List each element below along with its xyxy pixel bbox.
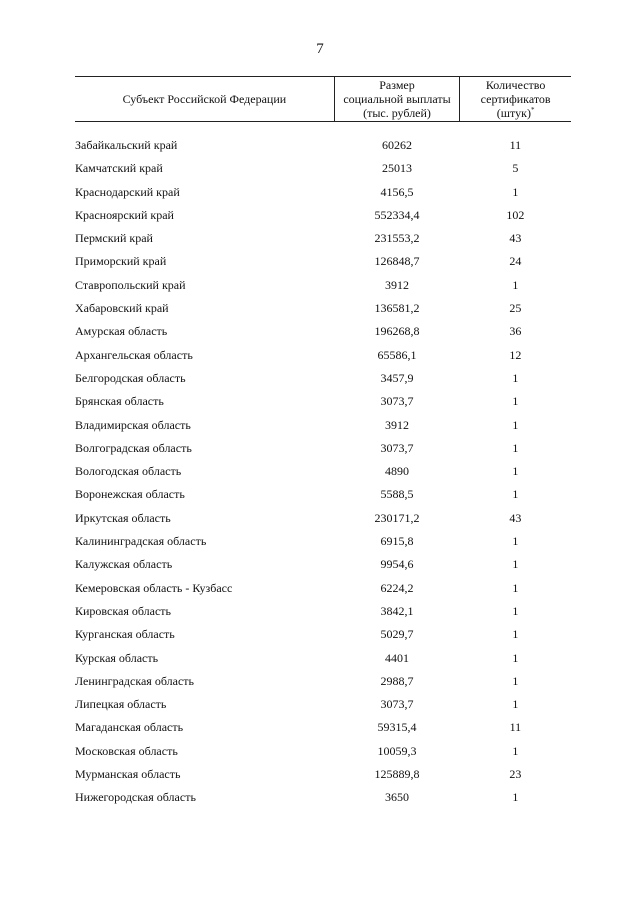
table-row [75, 134, 571, 157]
cell-sum: 231553,2 [374, 231, 420, 246]
cell-subject: Владимирская область [75, 417, 191, 432]
header-count-line-3 [460, 106, 571, 120]
cell-subject: Калужская область [75, 557, 173, 572]
cell-subject: Липецкая область [75, 697, 167, 712]
cell-count: 1 [512, 534, 519, 549]
cell-count: 1 [512, 580, 519, 595]
header-sum-line-2: социальной выплаты [343, 92, 451, 106]
cell-count: 11 [509, 138, 522, 152]
table-row [75, 763, 571, 786]
table-row [75, 390, 571, 413]
cell-sum: 5588,5 [380, 487, 414, 502]
cell-count: 1 [512, 464, 519, 479]
cell-count: 102 [506, 207, 525, 222]
cell-subject: Амурская область [75, 324, 168, 339]
cell-subject: Камчатский край [75, 161, 163, 176]
cell-subject: Хабаровский край [75, 301, 169, 316]
cell-sum: 2988,7 [380, 673, 414, 688]
table-row [75, 250, 571, 273]
cell-count: 1 [512, 603, 519, 618]
table-row [75, 227, 571, 250]
table-row [75, 344, 571, 367]
cell-subject: Нижегородская область [75, 790, 196, 805]
cell-count: 1 [512, 487, 519, 502]
table-header-row [75, 77, 571, 122]
table-row [75, 600, 571, 623]
cell-subject: Кемеровская область - Кузбасс [75, 580, 233, 595]
cell-subject: Краснодарский край [75, 184, 180, 199]
table-row [75, 740, 571, 763]
cell-subject: Белгородская область [75, 370, 186, 385]
header-subject: Субъект Российской Федерации [75, 77, 334, 122]
table-body [75, 122, 571, 810]
cell-subject: Приморский край [75, 254, 167, 269]
cell-count: 1 [512, 557, 519, 572]
table-row [75, 320, 571, 343]
cell-count: 1 [512, 673, 519, 688]
cell-count: 23 [509, 767, 522, 782]
cell-subject: Калининградская область [75, 534, 207, 549]
cell-sum: 4401 [385, 650, 409, 665]
cell-count: 25 [509, 301, 522, 316]
cell-subject: Курская область [75, 650, 159, 665]
header-count-line-2: сертификатов [480, 92, 551, 106]
cell-sum: 3073,7 [380, 394, 414, 409]
cell-sum: 10059,3 [377, 743, 417, 758]
footnote-mark: * [530, 106, 535, 114]
cell-subject: Иркутская область [75, 510, 171, 525]
cell-count: 24 [509, 254, 522, 269]
cell-sum: 9954,6 [380, 557, 414, 572]
cell-sum: 125889,8 [374, 767, 420, 782]
table-row [75, 716, 571, 739]
cell-subject: Ленинградская область [75, 673, 194, 688]
cell-subject: Забайкальский край [75, 138, 178, 152]
cell-sum: 60262 [382, 138, 412, 152]
cell-subject: Московская область [75, 743, 178, 758]
cell-sum: 5029,7 [380, 627, 414, 642]
table-row [75, 367, 571, 390]
table-row [75, 297, 571, 320]
cell-subject: Брянская область [75, 394, 164, 409]
cell-subject: Ставропольский край [75, 277, 186, 292]
table-row [75, 437, 571, 460]
cell-count: 43 [509, 231, 522, 246]
cell-count: 11 [509, 720, 522, 735]
table-row [75, 786, 571, 809]
cell-sum: 3842,1 [380, 603, 414, 618]
cell-sum: 136581,2 [374, 301, 420, 316]
cell-sum: 3912 [385, 417, 409, 432]
header-sum-line-3: (тыс. рублей) [363, 106, 431, 120]
cell-subject: Архангельская область [75, 347, 193, 362]
cell-count: 1 [512, 394, 519, 409]
cell-sum: 552334,4 [374, 207, 420, 222]
cell-sum: 3650 [385, 790, 409, 805]
cell-sum: 59315,4 [377, 720, 417, 735]
cell-sum: 3073,7 [380, 697, 414, 712]
cell-count: 1 [512, 184, 519, 199]
table-spacer [75, 122, 571, 135]
page-number: 7 [316, 41, 324, 57]
table-row [75, 414, 571, 437]
cell-sum: 126848,7 [374, 254, 420, 269]
cell-count: 1 [512, 417, 519, 432]
table-row [75, 623, 571, 646]
table-row [75, 693, 571, 716]
table-row [75, 483, 571, 506]
header-count-line-1: Количество [485, 78, 546, 92]
cell-sum: 3457,9 [380, 370, 414, 385]
table-row [75, 670, 571, 693]
cell-sum: 4156,5 [380, 184, 414, 199]
cell-count: 1 [512, 370, 519, 385]
cell-sum: 3073,7 [380, 440, 414, 455]
cell-subject: Волгоградская область [75, 440, 192, 455]
cell-sum: 6915,8 [380, 534, 414, 549]
cell-count: 1 [512, 627, 519, 642]
cell-count: 12 [509, 347, 522, 362]
header-sum [334, 77, 460, 122]
table-row [75, 460, 571, 483]
cell-count: 5 [512, 161, 519, 176]
table-row [75, 530, 571, 553]
cell-count: 36 [509, 324, 522, 339]
cell-sum: 230171,2 [374, 510, 420, 525]
cell-count: 1 [512, 697, 519, 712]
table-row [75, 577, 571, 600]
table-row [75, 647, 571, 670]
header-count [460, 77, 571, 122]
cell-subject: Курганская область [75, 627, 175, 642]
cell-count: 43 [509, 510, 522, 525]
cell-count: 1 [512, 440, 519, 455]
cell-sum: 4890 [385, 464, 409, 479]
cell-count: 1 [512, 743, 519, 758]
cell-subject: Вологодская область [75, 464, 182, 479]
cell-subject: Магаданская область [75, 720, 184, 735]
cell-sum: 196268,8 [374, 324, 420, 339]
table-row [75, 181, 571, 204]
cell-sum: 25013 [382, 161, 412, 176]
cell-subject: Мурманская область [75, 767, 181, 782]
cell-sum: 3912 [385, 277, 409, 292]
cell-subject: Кировская область [75, 603, 172, 618]
table-row [75, 157, 571, 180]
cell-count: 1 [512, 277, 519, 292]
cell-subject: Воронежская область [75, 487, 185, 502]
cell-count: 1 [512, 650, 519, 665]
table-row [75, 507, 571, 530]
cell-count: 1 [512, 790, 519, 805]
cell-sum: 65586,1 [377, 347, 417, 362]
subsidy-table [75, 76, 571, 810]
cell-subject: Красноярский край [75, 207, 174, 222]
cell-sum: 6224,2 [380, 580, 414, 595]
header-sum-line-1: Размер [379, 78, 415, 92]
header-count-unit: (штук) [496, 106, 531, 120]
cell-subject: Пермский край [75, 231, 153, 246]
table-row [75, 274, 571, 297]
table-row [75, 204, 571, 227]
table-row [75, 553, 571, 576]
